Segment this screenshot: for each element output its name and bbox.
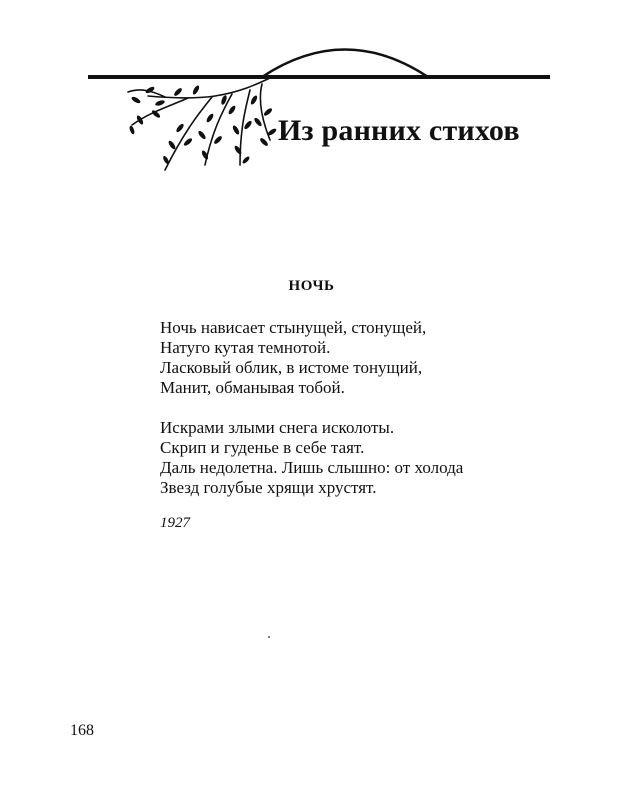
poem-title: НОЧЬ	[288, 278, 335, 294]
poem-line: Даль недолетна. Лишь слышно: от холода	[160, 458, 464, 477]
poem-line: Натуго кутая темнотой.	[160, 338, 331, 357]
poem-line: Манит, обманывая тобой.	[160, 378, 345, 397]
moon-arc-icon	[262, 50, 428, 78]
print-speck	[268, 636, 270, 638]
poem-date: 1927	[160, 515, 190, 531]
section-title: Из ранних стихов	[278, 114, 520, 147]
poem-line: Ласковый облик, в истоме тонущий,	[160, 358, 423, 377]
page-number: 168	[70, 722, 94, 739]
poem-line: Скрип и гуденье в себе таят.	[160, 438, 365, 457]
branch-header-illustration	[0, 0, 623, 200]
poem-line: Звезд голубые хрящи хрустят.	[160, 478, 377, 497]
poem-line: Ночь нависает стынущей, стонущей,	[160, 318, 427, 337]
poem-stanza-1	[160, 318, 426, 398]
poem-line: Искрами злыми снега исколоты.	[160, 418, 395, 437]
poem-stanza-2	[160, 418, 463, 498]
